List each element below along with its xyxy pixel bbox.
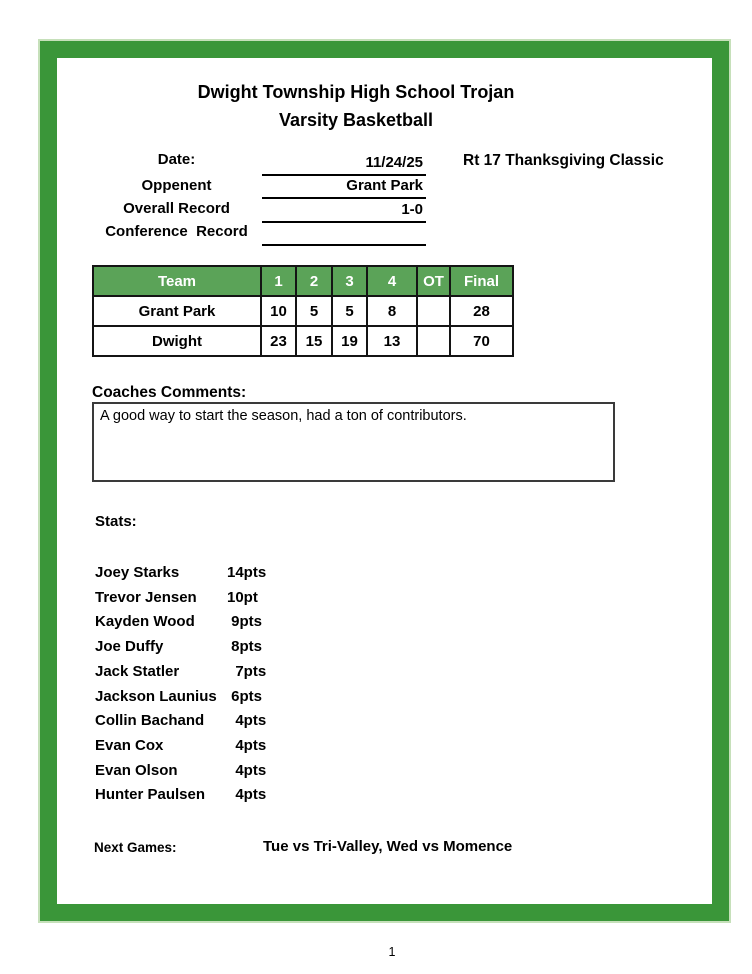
date-field[interactable]: 11/24/25 xyxy=(262,153,426,176)
col-header-team: Team xyxy=(93,266,261,296)
coaches-comments-heading: Coaches Comments: xyxy=(92,384,247,401)
col-header-ot: OT xyxy=(417,266,450,296)
q4-score-cell[interactable]: 8 xyxy=(367,296,417,326)
score-table-header-row xyxy=(93,266,513,296)
q1-score-cell[interactable]: 10 xyxy=(261,296,296,326)
next-games-value: Tue vs Tri-Valley, Wed vs Momence xyxy=(263,838,513,855)
player-name: Evan Olson xyxy=(95,761,178,779)
team-name-cell[interactable]: Grant Park xyxy=(93,296,261,326)
q1-score-cell[interactable]: 23 xyxy=(261,326,296,356)
list-item xyxy=(95,734,515,759)
player-name: Trevor Jensen xyxy=(95,588,197,606)
ot-score-cell[interactable] xyxy=(417,326,450,356)
score-table xyxy=(92,265,514,357)
table-row xyxy=(93,326,513,356)
q4-score-cell[interactable]: 13 xyxy=(367,326,417,356)
table-row xyxy=(93,296,513,326)
q2-score-cell[interactable]: 5 xyxy=(296,296,332,326)
stats-list xyxy=(95,561,515,808)
stats-heading: Stats: xyxy=(95,513,137,530)
q3-score-cell[interactable]: 19 xyxy=(332,326,367,356)
document-title xyxy=(58,78,654,134)
date-label: Date: xyxy=(157,151,196,168)
player-name: Hunter Paulsen xyxy=(95,786,206,804)
opponent-label: Oppenent xyxy=(141,177,212,194)
page-number: 1 xyxy=(388,945,396,959)
col-header-q3: 3 xyxy=(332,266,367,296)
col-header-q2: 2 xyxy=(296,266,332,296)
player-name: Evan Cox xyxy=(95,736,164,754)
conference-record-field[interactable] xyxy=(262,223,426,246)
player-points: 10pt xyxy=(227,588,258,606)
overall-record-label: Overall Record xyxy=(123,200,230,217)
title-line-1: Dwight Township High School Trojan xyxy=(197,82,515,102)
player-name: Joe Duffy xyxy=(95,638,164,656)
player-points: 6pts xyxy=(227,687,263,705)
player-points: 14pts xyxy=(227,564,267,581)
col-header-final: Final xyxy=(450,266,513,296)
player-points: 8pts xyxy=(227,638,263,656)
player-name: Kayden Wood xyxy=(95,613,195,631)
player-name: Jack Statler xyxy=(95,662,180,680)
list-item xyxy=(95,586,515,611)
team-name-cell[interactable]: Dwight xyxy=(93,326,261,356)
player-points: 4pts xyxy=(227,712,267,730)
list-item xyxy=(95,635,515,660)
list-item xyxy=(95,759,515,784)
list-item xyxy=(95,610,515,635)
list-item xyxy=(95,561,515,586)
player-points: 4pts xyxy=(227,786,267,804)
list-item xyxy=(95,709,515,734)
player-points: 4pts xyxy=(227,761,267,779)
list-item xyxy=(95,660,515,685)
player-name: Jackson Launius xyxy=(95,687,217,705)
list-item xyxy=(95,783,515,808)
ot-score-cell[interactable] xyxy=(417,296,450,326)
q3-score-cell[interactable]: 5 xyxy=(332,296,367,326)
col-header-q4: 4 xyxy=(367,266,417,296)
conference-record-label: Conference Record xyxy=(105,223,248,240)
q2-score-cell[interactable]: 15 xyxy=(296,326,332,356)
list-item xyxy=(95,685,515,710)
player-points: 4pts xyxy=(227,736,267,754)
player-points: 7pts xyxy=(227,662,267,680)
player-name: Collin Bachand xyxy=(95,712,205,730)
coaches-comments-text: A good way to start the season, had a ton of contributors. xyxy=(100,408,467,424)
col-header-q1: 1 xyxy=(261,266,296,296)
final-score-cell[interactable]: 28 xyxy=(450,296,513,326)
final-score-cell[interactable]: 70 xyxy=(450,326,513,356)
next-games-label: Next Games: xyxy=(94,840,177,855)
title-line-2: Varsity Basketball xyxy=(278,110,434,130)
player-points: 9pts xyxy=(227,613,263,631)
opponent-field[interactable]: Grant Park xyxy=(262,176,426,199)
coaches-comments-box[interactable] xyxy=(92,402,615,482)
tournament-name: Rt 17 Thanksgiving Classic xyxy=(463,152,664,169)
overall-record-field[interactable]: 1-0 xyxy=(262,200,426,223)
player-name: Joey Starks xyxy=(95,564,180,581)
